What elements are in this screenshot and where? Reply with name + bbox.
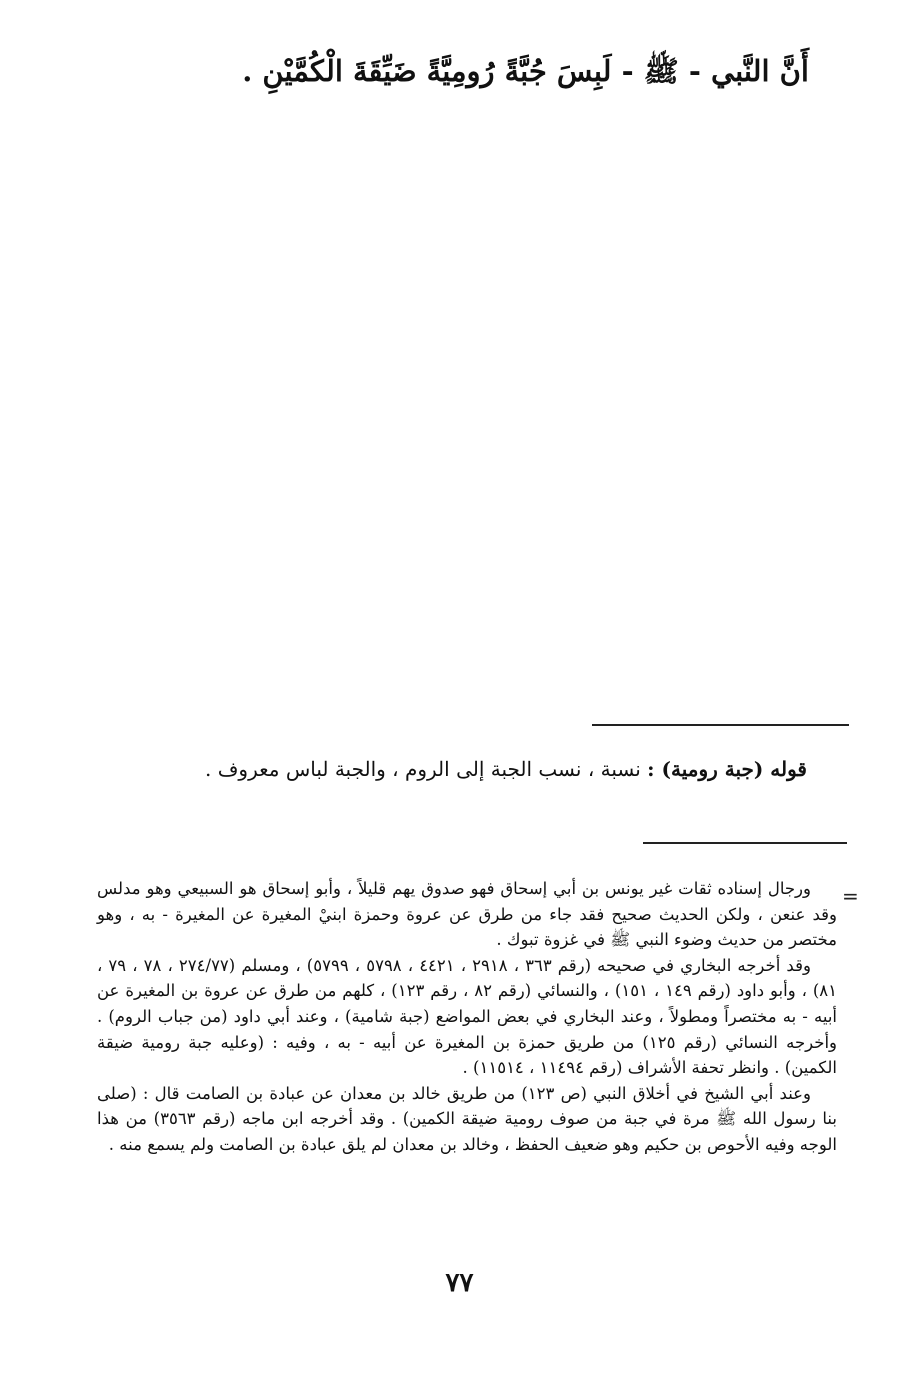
gloss-note	[187, 754, 807, 784]
footnote-paragraph: وقد أخرجه البخاري في صحيحه (رقم ٣٦٣ ، ٢٩١٨ ، ٤٤٢١ ، ٥٧٩٨ ، ٥٧٩٩) ، ومسلم (٢٧٤/٧٧ ، ٧٨ ، ٧٩ ، ٨١) ، وأبو داود (رقم ١٤٩ ، ١٥١) ، والنسائي (رقم ٨٢ ، رقم ١٢٣) ، كلهم من طرق عن عروة بن المغيرة عن أبيه - به مختصراً ومطولاً ، وعند البخاري في بعض المواضع (جبة شامية) ، وعند أبي داود (من جباب الروم) . وأخرجه النسائي (رقم ١٢٥) من طريق حمزة بن المغيرة عن أبيه - به ، وفيه : (وعليه جبة رومية ضيقة الكمين) . وانظر تحفة الأشراف (رقم ١١٤٩٤ ، ١١٥١٤) .	[97, 955, 838, 1078]
gloss-body: نسبة ، نسب الجبة إلى الروم ، والجبة لباس معروف .	[204, 757, 648, 781]
footnote-paragraph: ورجال إسناده ثقات غير يونس بن أبي إسحاق فهو صدوق يهم قليلاً ، وأبو إسحاق هو السبيعي وهو مدلس وقد عنعن ، ولكن الحديث صحيح فقد جاء من طرق عن عروة وحمزة ابنيْ المغيرة عن المغيرة - به ، وهو مختصر من حديث وضوء النبي ﷺ في غزوة تبوك .	[97, 879, 837, 950]
gloss-lead: قوله (جبة رومية) :	[647, 757, 807, 781]
footnote-continuation-mark: =	[842, 884, 859, 908]
footnote	[97, 876, 837, 1158]
page-number: ٧٧	[445, 1268, 474, 1298]
footnote-paragraph: وعند أبي الشيخ في أخلاق النبي (ص ١٢٣) من طريق خالد بن معدان عن عبادة بن الصامت قال : (صلى بنا رسول الله ﷺ مرة في جبة من صوف رومية ضيقة الكمين) . وقد أخرجه ابن ماجه (رقم ٣٥٦٣) من هذا الوجه وفيه الأحوص بن حكيم وهو ضعيف الحفظ ، وخالد بن معدان لم يلق عبادة بن الصامت ولم يسمع منه .	[97, 1083, 837, 1154]
hadith-text: أَنَّ النَّبي - ﷺ - لَبِسَ جُبَّةً رُومِيَّةً ضَيِّقَةَ الْكُمَّيْنِ .	[242, 54, 809, 88]
separator-rule-top	[592, 724, 849, 726]
separator-rule-bottom	[643, 842, 847, 844]
